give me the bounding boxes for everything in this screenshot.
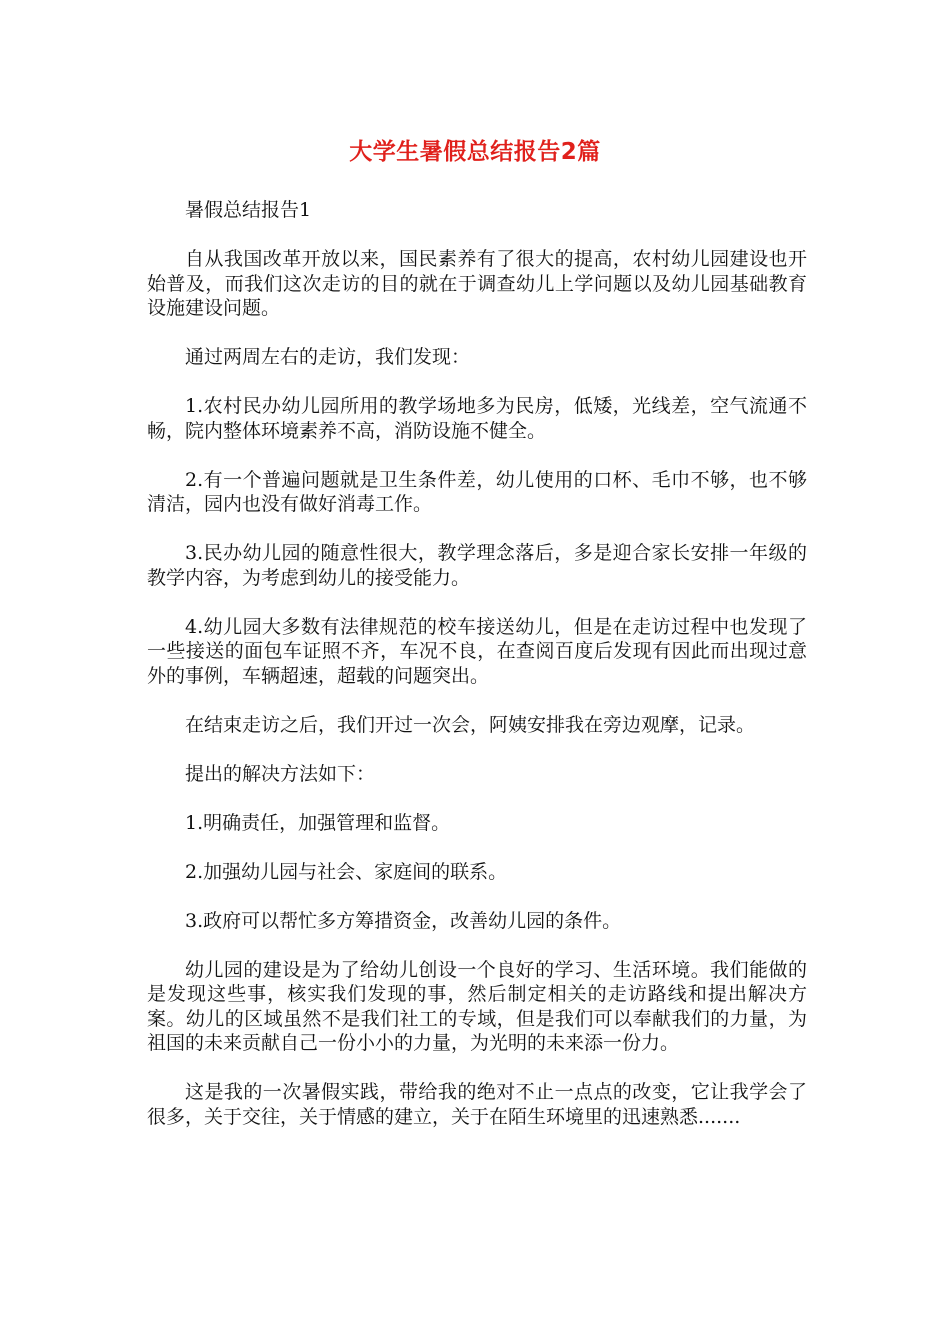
paragraph-finding-3: 3.民办幼儿园的随意性很大，教学理念落后，多是迎合家长安排一年级的教学内容，为考虑到幼儿的接受能力。: [147, 542, 807, 589]
document-body: [147, 198, 807, 1154]
paragraph-solution-3: 3.政府可以帮忙多方筹措资金，改善幼儿园的条件。: [185, 909, 622, 932]
paragraph-solutions-lead: 提出的解决方法如下：: [185, 762, 376, 785]
paragraph-findings-lead: 通过两周左右的走访，我们发现：: [185, 346, 471, 368]
paragraph-section-heading: 暑假总结报告1: [185, 199, 312, 221]
document-title: 大学生暑假总结报告2篇: [349, 139, 601, 165]
paragraph-finding-4: 4.幼儿园大多数有法律规范的校车接送幼儿，但是在走访过程中也发现了一些接送的面包车证照不齐，车况不良，在查阅百度后发现有因此而出现过意外的事例，车辆超速，超载的问题突出。: [147, 615, 807, 687]
paragraph-solution-1: 1.明确责任，加强管理和监督。: [185, 811, 451, 834]
paragraph-finding-1: 1.农村民办幼儿园所用的教学场地多为民房，低矮，光线差，空气流通不畅，院内整体环境素养不高，消防设施不健全。: [147, 395, 807, 442]
paragraph-solution-2: 2.加强幼儿园与社会、家庭间的联系。: [185, 860, 508, 883]
paragraph-reflection: 幼儿园的建设是为了给幼儿创设一个良好的学习、生活环境。我们能做的是发现这些事，核实我们发现的事，然后制定相关的走访路线和提出解决方案。幼儿的区域虽然不是我们社工的专域，但是我们可以奉献我们的力量，为祖国的未来贡献自己一份小小的力量，为光明的未来添一份力。: [147, 958, 807, 1054]
paragraph-conclusion: 这是我的一次暑假实践，带给我的绝对不止一点点的改变，它让我学会了很多，关于交往，关于情感的建立，关于在陌生环境里的迅速熟悉.......: [147, 1081, 807, 1128]
paragraph-finding-2: 2.有一个普遍问题就是卫生条件差，幼儿使用的口杯、毛巾不够，也不够清洁，园内也没有做好消毒工作。: [147, 468, 807, 515]
paragraph-intro: 自从我国改革开放以来，国民素养有了很大的提高，农村幼儿园建设也开始普及，而我们这次走访的目的就在于调查幼儿上学问题以及幼儿园基础教育设施建设问题。: [147, 248, 807, 319]
paragraph-meeting: 在结束走访之后，我们开过一次会，阿姨安排我在旁边观摩，记录。: [185, 713, 756, 736]
